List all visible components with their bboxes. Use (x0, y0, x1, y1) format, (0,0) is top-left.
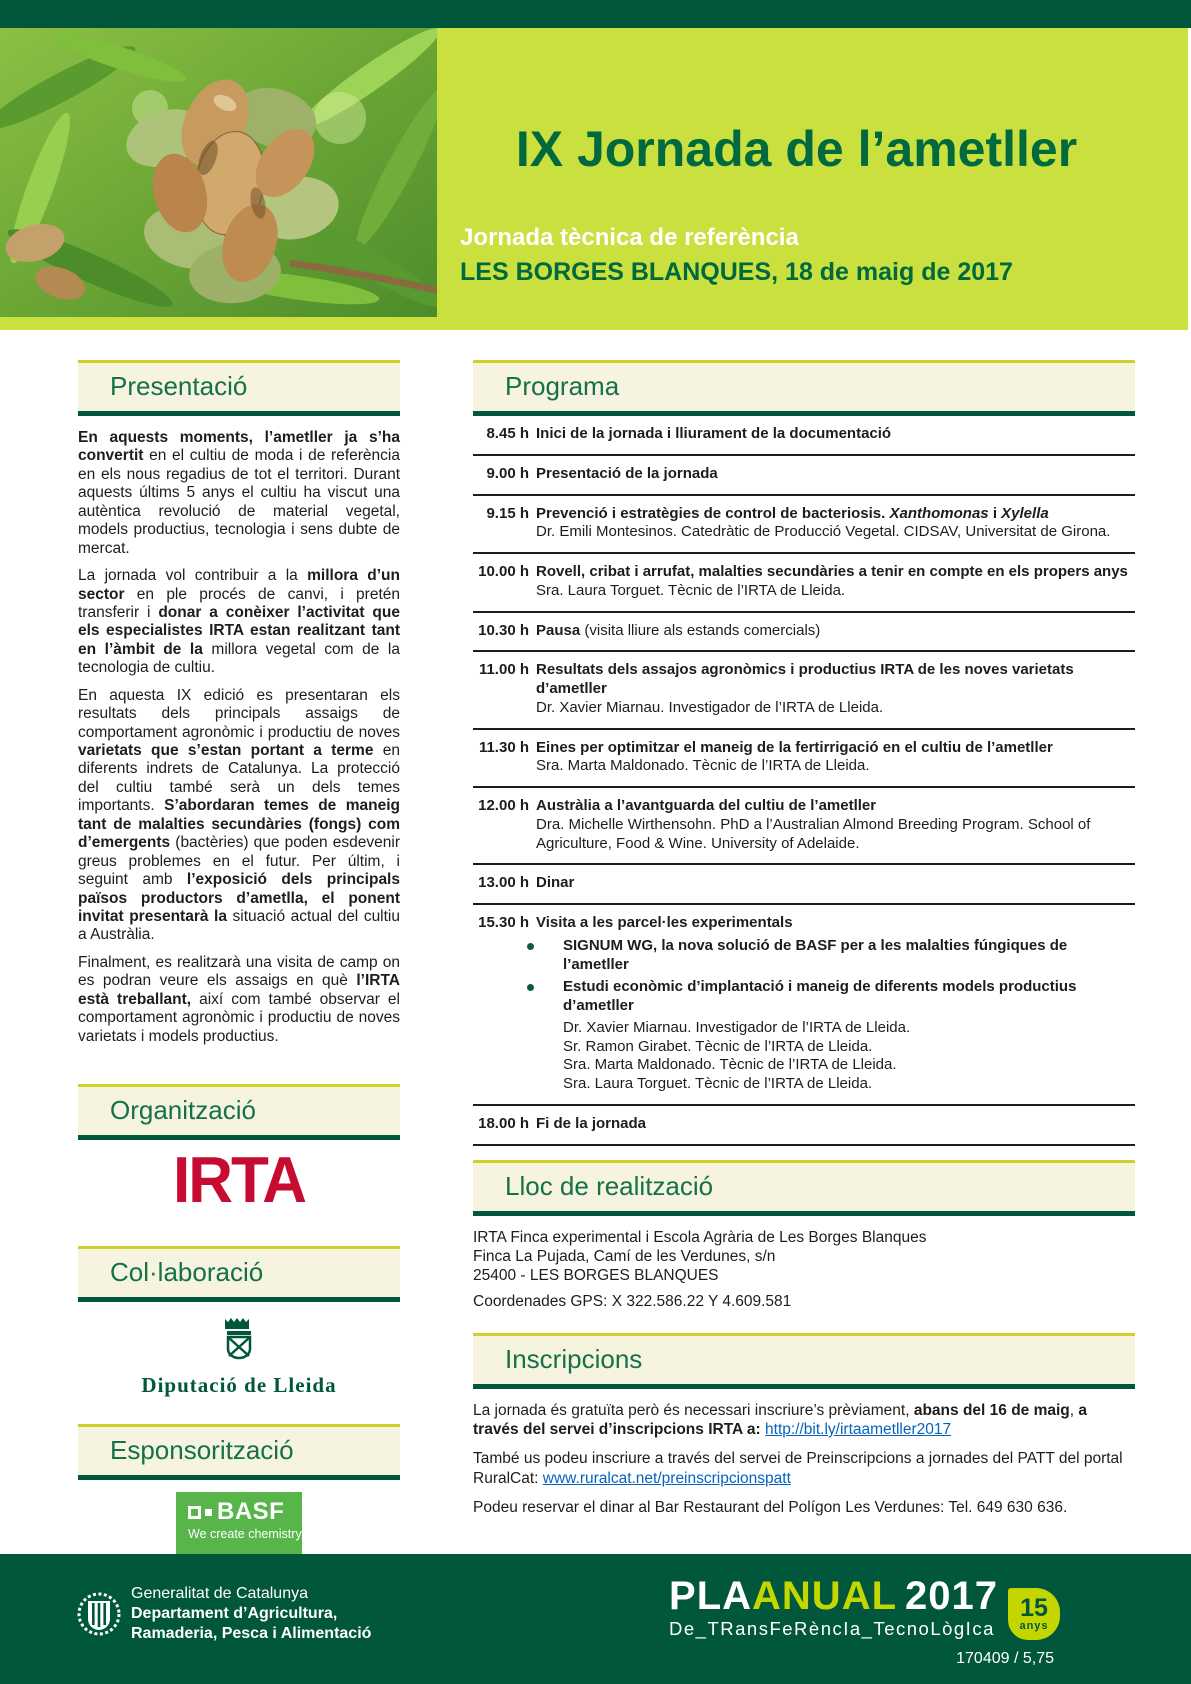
program-title: Inici de la jornada i lliurament de la documentació (536, 425, 892, 442)
basf-outline-square-icon (188, 1506, 201, 1519)
basf-solid-square-icon (205, 1509, 212, 1516)
generalitat-line2: Departament d’Agricultura, (131, 1605, 338, 1622)
basf-logo (176, 1492, 302, 1554)
badge-years-number: 15 (1020, 1594, 1048, 1622)
program-body (536, 797, 1135, 853)
program-title: Eines per optimitzar el maneig de la fertirrigació en el cultiu de l’ametller (536, 738, 1053, 756)
program-title: Prevenció i estratègies de control de bacteriosis. Xanthomonas i Xylella (536, 504, 1049, 522)
program-body (536, 661, 1135, 717)
generalitat-logo-icon (77, 1586, 121, 1642)
year-word: 2017 (905, 1574, 998, 1618)
section-heading-organitzacio: Organització (78, 1084, 400, 1140)
program-row (473, 554, 1135, 613)
text-line: 25400 - LES BORGES BLANQUES (473, 1267, 719, 1285)
program-title: Visita a les parcel·les experimentals (536, 914, 793, 931)
paragraph: Podeu reservar el dinar al Bar Restaurant del Polígon Les Verdunes: Tel. 649 630 636. (473, 1499, 1068, 1517)
hyperlink[interactable]: www.ruralcat.net/preinscripcionspatt (542, 1469, 791, 1487)
program-body (536, 465, 1135, 484)
program-title: Presentació de la jornada (536, 464, 718, 482)
anual-word: ANUAL (752, 1574, 898, 1618)
event-title: IX Jornada de l’ametller (515, 121, 1078, 177)
program-body (536, 739, 1135, 777)
program-row (473, 652, 1135, 729)
header-banner (0, 28, 1188, 330)
program-body (536, 425, 1135, 444)
pla-anual-title (669, 1576, 998, 1616)
program-title: Pausa (visita lliure als estands comercials) (536, 621, 821, 639)
almond-photo-illustration (0, 28, 437, 317)
program-list (473, 416, 1135, 1146)
program-title: Rovell, cribat i arrufat, malalties secundàries a tenir en compte en els propers anys (536, 563, 1128, 580)
program-time: 15.30 h (478, 914, 529, 931)
program-body (536, 1115, 1135, 1134)
program-title: Fi de la jornada (536, 1114, 647, 1132)
basf-tagline: We create chemistry (188, 1527, 302, 1541)
program-title: Resultats dels assajos agronòmics i productius IRTA de les noves varietats d’ametller (536, 661, 1074, 697)
program-row (473, 905, 1135, 1106)
program-title: Austràlia a l’avantguarda del cultiu de l’ametller (536, 797, 877, 814)
program-row (473, 788, 1135, 865)
section-heading-lloc: Lloc de realització (473, 1160, 1135, 1216)
program-time: 10.30 h (478, 621, 529, 639)
program-speaker: Sra. Laura Torguet. Tècnic de l’IRTA de Lleida. (563, 1075, 873, 1092)
pla-word: PLA (669, 1574, 753, 1618)
program-time: 12.00 h (478, 797, 529, 814)
program-row (473, 496, 1135, 555)
program-time: 9.00 h (486, 464, 529, 482)
diputacio-logo (78, 1316, 400, 1398)
program-speaker: Sra. Marta Maldonado. Tècnic de l’IRTA de Lleida. (536, 757, 870, 775)
program-time: 11.30 h (478, 738, 529, 756)
diputacio-crest-icon (219, 1316, 259, 1362)
program-row (473, 613, 1135, 653)
diputacio-logo-text: Diputació de Lleida (141, 1373, 337, 1397)
bullet-icon (527, 984, 534, 991)
basf-wordmark: BASF (217, 1498, 285, 1525)
program-time: 11.00 h (478, 661, 529, 679)
pla-anual-logo (669, 1576, 1060, 1640)
program-speaker: Dra. Michelle Wirthensohn. PhD a l’Australian Almond Breeding Program. School of Agriculture, Food & Wine. University of Adelaide. (536, 815, 1091, 852)
esponsoritzacio-logo-wrap (78, 1480, 400, 1554)
pla-anual-subtitle: De_TRansFeRèncIa_TecnoLògIca (669, 1618, 995, 1639)
program-row (473, 416, 1135, 456)
footer (0, 1554, 1191, 1684)
right-column (473, 360, 1135, 1528)
almond-photo (0, 28, 437, 317)
top-green-bar (0, 0, 1191, 28)
generalitat-block (77, 1584, 371, 1644)
program-time: 13.00 h (478, 874, 529, 892)
paragraph: La jornada és gratuïta però és necessari inscriure’s prèviament, abans del 16 de maig, a través del servei d’inscripcions IRTA a: http://bit.ly/irtaametller2017 (473, 1401, 1088, 1438)
bullet-title: SIGNUM WG, la nova solució de BASF per a les malalties fúngiques de l’ametller (563, 936, 1068, 973)
paragraph: També us podeu inscriure a través del servei de Preinscripcions a jornades del PATT del portal RuralCat: www.ruralcat.net/preinscripcionspatt (473, 1450, 1123, 1487)
hyperlink[interactable]: http://bit.ly/irtaametller2017 (765, 1421, 952, 1438)
generalitat-line1: Generalitat de Catalunya (131, 1585, 308, 1602)
venue-address (473, 1228, 1135, 1286)
program-speaker: Sra. Marta Maldonado. Tècnic de l’IRTA de Lleida. (563, 1056, 897, 1074)
event-subtitle: Jornada tècnica de referència (460, 224, 799, 251)
gps-coordinates: Coordenades GPS: X 322.586.22 Y 4.609.581 (473, 1292, 792, 1310)
program-body (536, 914, 1135, 1094)
program-body (536, 874, 1135, 893)
bullet-icon (527, 943, 534, 950)
section-heading-inscripcions: Inscripcions (473, 1333, 1135, 1389)
organitzacio-logo-wrap (78, 1144, 400, 1217)
left-column (78, 360, 400, 1554)
generalitat-text (131, 1584, 371, 1644)
section-heading-programa: Programa (473, 360, 1135, 416)
header-text-block (458, 28, 1135, 330)
program-row (473, 865, 1135, 905)
paragraph: En aquesta IX edició es presentaran els resultats dels principals assaigs de comportament agronòmic i productiu de noves varietats que s’estan portant a terme en diferents indrets de Catalunya. La protecció del cultiu també serà un dels temes importants. S’abordaran temes de maneig tant de malalties secundàries (fongs) com d’emergents (bactèries) que poden esdevenir greus problemes en el futur. Per últim, i seguint amb l’exposició dels principals països productors d’ametlla, el ponent invitat presentarà la situació actual del cultiu a Austràlia. (78, 686, 400, 944)
text-line: Finca La Pujada, Camí de les Verdunes, s/n (473, 1247, 776, 1265)
paragraph: En aquests moments, l’ametller ja s’ha convertit en el cultiu de moda i de referència en els nous regadius de tot el territori. Durant aquests últims 5 anys el cultiu ha viscut una autèntica revolució de material vegetal, models productius, tecnologia i sens dubte de mercat. (78, 429, 400, 557)
program-speaker: Sr. Ramon Girabet. Tècnic de l’IRTA de Lleida. (563, 1037, 873, 1055)
program-speaker: Sra. Laura Torguet. Tècnic de l’IRTA de Lleida. (536, 581, 846, 599)
program-time: 18.00 h (478, 1114, 529, 1132)
anniversary-badge (1008, 1588, 1060, 1640)
section-heading-collaboracio: Col·laboració (78, 1246, 400, 1302)
event-location-date: LES BORGES BLANQUES, 18 de maig de 2017 (460, 258, 1013, 286)
presentacio-paragraphs (78, 429, 400, 1046)
program-bullet (527, 978, 1135, 1016)
footer-code: 170409 / 5,75 (956, 1650, 1054, 1667)
program-bullet (527, 937, 1135, 975)
program-time: 8.45 h (486, 425, 529, 442)
program-time: 10.00 h (478, 563, 529, 580)
irta-logo: IRTA (172, 1144, 306, 1217)
paragraph: La jornada vol contribuir a la millora d’un sector en ple procés de canvi, i pretén transferir i donar a conèixer l’activitat que els especialistes IRTA estan realitzant tant en l’àmbit de la millora vegetal com de la tecnologia de cultiu. (78, 567, 400, 677)
program-row (473, 456, 1135, 496)
program-time: 9.15 h (486, 504, 529, 522)
program-speaker: Dr. Xavier Miarnau. Investigador de l’IRTA de Lleida. (563, 1018, 911, 1036)
paragraph: Finalment, es realitzarà una visita de camp on es podran veure els assaigs en què l’IRTA està treballant, així com també observar el comportament agronòmic i productiu de noves varietats i models productius. (78, 953, 400, 1045)
program-body (536, 505, 1135, 543)
program-body (536, 563, 1135, 601)
bullet-title: Estudi econòmic d’implantació i maneig de diferents models productius d’ametller (563, 978, 1077, 1014)
generalitat-line3: Ramaderia, Pesca i Alimentació (131, 1625, 372, 1642)
program-row (473, 1106, 1135, 1146)
inscripcions-paragraphs (473, 1401, 1135, 1518)
section-heading-esponsoritzacio: Esponsorització (78, 1424, 400, 1480)
program-row (473, 730, 1135, 789)
text-line: IRTA Finca experimental i Escola Agrària de Les Borges Blanques (473, 1228, 927, 1246)
program-title: Dinar (536, 874, 575, 892)
program-speaker: Dr. Xavier Miarnau. Investigador de l’IRTA de Lleida. (536, 698, 884, 716)
program-speaker: Dr. Emili Montesinos. Catedràtic de Producció Vegetal. CIDSAV, Universitat de Girona. (536, 523, 1111, 541)
program-body (536, 622, 1135, 641)
section-heading-presentacio: Presentació (78, 360, 400, 416)
badge-years-label: anys (1019, 1620, 1049, 1632)
